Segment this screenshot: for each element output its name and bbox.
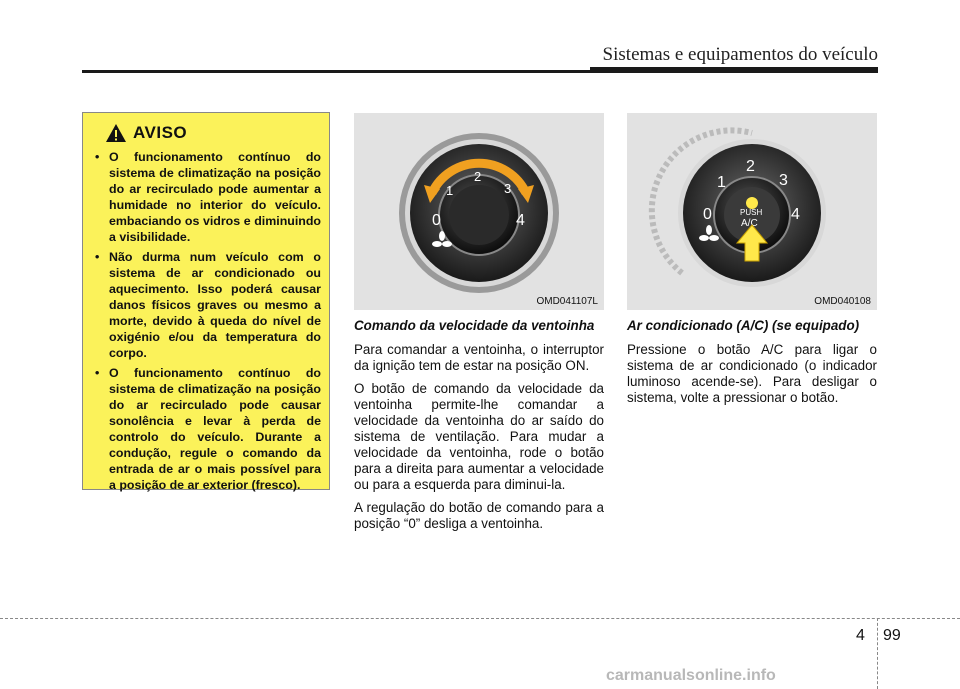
figure-code: OMD040108 <box>814 296 871 307</box>
watermark: carmanualsonline.info <box>606 667 776 684</box>
warning-box <box>82 112 330 490</box>
ac-label-3: 3 <box>779 172 788 189</box>
fan-label-2: 2 <box>474 169 482 184</box>
warning-title: AVISO <box>133 123 188 142</box>
fan-label-3: 3 <box>504 181 512 196</box>
fan-section <box>354 318 604 539</box>
warning-triangle-icon <box>105 123 127 143</box>
paragraph: Pressione o botão A/C para ligar o sistema de ar condicionado (o indicador luminoso acende-se). Para desligar o sistema, volte a pressionar o botão. <box>627 342 877 405</box>
ac-figure <box>627 113 877 310</box>
paragraph: O botão de comando da velocidade da ventoinha permite-lhe comandar a velocidade da ventoinha do ar saído do sistema de ventilação. Para mudar a velocidade da ventoinha, rode o botão para a direita para aumentar a velocidade ou para a esquerda para diminui-la. <box>354 381 604 492</box>
fan-label-0: 0 <box>432 212 441 229</box>
warning-item: • O funcionamento contínuo do sistema de climatização na posição do ar recirculado pode causar sonolência e levar à perda de controlo do veículo. Durante a condução, regule o comando da entrada de ar o mais possível para a posição de ar exterior (fresco). <box>93 365 321 493</box>
fan-speed-knob-illustration <box>354 113 604 310</box>
warning-item: • Não durma num veículo com o sistema de ar condicionado ou aquecimento. Isso poderá causar danos físicos graves ou mesmo a morte, devido à queda do nível de oxigénio e/ou da temperatura do corpo. <box>93 249 321 361</box>
warning-list <box>93 149 321 493</box>
ac-label-0: 0 <box>703 206 712 223</box>
ac-label-2: 2 <box>746 158 755 175</box>
footer-rule <box>0 618 960 619</box>
fan-label-4: 4 <box>516 212 525 229</box>
warning-heading <box>105 123 321 143</box>
ac-push-label: PUSH <box>740 208 763 217</box>
chapter-number: 4 <box>856 627 865 644</box>
page-header-title: Sistemas e equipamentos do veículo <box>602 44 878 65</box>
fan-label-1: 1 <box>446 183 454 198</box>
warning-item: • O funcionamento contínuo do sistema de climatização na posição do ar recirculado pode aumentar a humidade no interior do veículo. embaciando os vidros e diminuindo a visibilidade. <box>93 149 321 245</box>
section-heading: Ar condicionado (A/C) (se equipado) <box>627 318 860 333</box>
figure-code: OMD041107L <box>536 296 598 307</box>
section-heading: Comando da velocidade da ventoinha <box>354 318 595 333</box>
ac-button-label: A/C <box>741 218 758 229</box>
ac-knob-illustration <box>627 113 877 310</box>
paragraph: A regulação do botão de comando para a posição “0” desliga a ventoinha. <box>354 500 604 531</box>
ac-label-4: 4 <box>791 206 800 223</box>
fan-speed-figure <box>354 113 604 310</box>
paragraph: Para comandar a ventoinha, o interruptor da ignição tem de estar na posição ON. <box>354 342 604 373</box>
header-rule-accent <box>590 67 878 73</box>
ac-section <box>627 318 877 413</box>
page-number: 99 <box>883 627 901 644</box>
ac-label-1: 1 <box>717 174 726 191</box>
footer-divider <box>877 618 878 689</box>
